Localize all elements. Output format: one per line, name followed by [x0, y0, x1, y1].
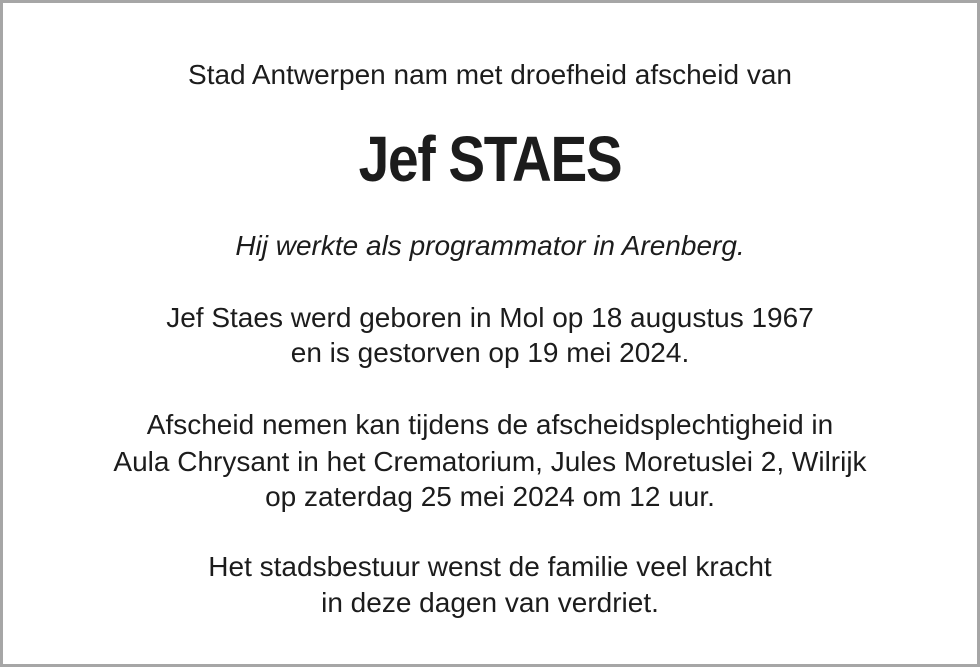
birth-text-line-2: en is gestorven op 19 mei 2024.: [290, 337, 690, 368]
intro-text: Stad Antwerpen nam met droefheid afscheid van: [188, 59, 792, 90]
closing-text-line-2: in deze dagen van verdriet.: [321, 587, 659, 618]
deceased-name: Jef STAES: [358, 123, 622, 195]
ceremony-text-line-1: Afscheid nemen kan tijdens de afscheidsplechtigheid in: [146, 409, 834, 440]
birth-text-line-1: Jef Staes werd geboren in Mol op 18 augustus 1967: [166, 302, 814, 333]
ceremony-text-line-3: op zaterdag 25 mei 2024 om 12 uur.: [265, 481, 715, 512]
ceremony-text-line-2: Aula Chrysant in het Crematorium, Jules Moretuslei 2, Wilrijk: [113, 446, 867, 477]
role-text: Hij werkte als programmator in Arenberg.: [235, 230, 745, 261]
closing-text-line-1: Het stadsbestuur wenst de familie veel kracht: [208, 551, 772, 582]
